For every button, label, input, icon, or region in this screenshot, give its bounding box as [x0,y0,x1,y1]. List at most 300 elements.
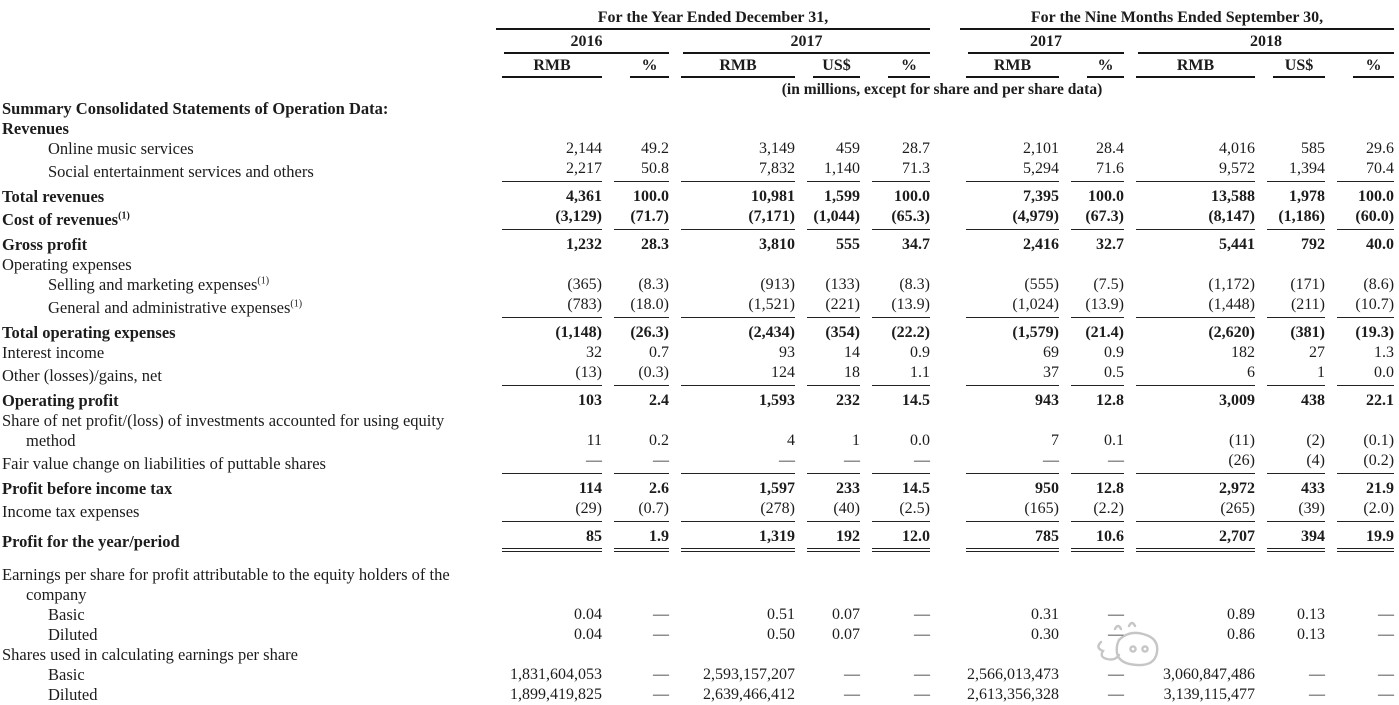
value-cell [860,665,930,685]
value-cell [795,207,860,230]
cell-value: (1,172) [1208,276,1255,293]
cell-value: 182 [1231,344,1255,361]
column-gap [930,207,954,230]
table-row [2,474,1394,499]
cell-value: 1 [852,432,860,449]
value-cell [669,665,795,685]
cell-value: (4,979) [966,207,1059,230]
cell-value: 49.2 [641,140,669,157]
value-cell [1255,207,1325,230]
footnote-marker: (1) [290,298,303,310]
cell-value: 2,593,157,207 [703,666,795,683]
cell-value: 2,613,356,328 [967,686,1059,703]
value-cell [795,119,860,139]
cell-value: — [1108,666,1124,683]
cell-value: (2) [1306,432,1325,449]
cell-value: 14.5 [902,480,930,497]
value-cell [795,411,860,451]
cell-value: — [1108,686,1124,703]
value-cell [490,685,602,705]
value-cell [1255,625,1325,645]
row-label: Social entertainment services and others [48,162,314,181]
value-cell [669,625,795,645]
value-cell [860,605,930,625]
value-cell [1059,182,1124,207]
value-cell [1124,522,1255,552]
cell-value: — [872,451,930,474]
value-cell [602,625,669,645]
value-cell [669,645,795,665]
value-cell [602,343,669,363]
value-cell [1325,522,1394,552]
cell-value: 1,593 [759,392,795,409]
column-gap [930,99,954,119]
value-cell [1059,255,1124,275]
value-cell [602,255,669,275]
period-group-nine-months [954,8,1394,30]
cell-value: 28.7 [902,140,930,157]
value-cell [1255,499,1325,522]
value-cell [490,451,602,474]
value-cell [1124,605,1255,625]
cell-value: — [844,686,860,703]
value-cell [669,343,795,363]
cell-value: 0.9 [910,344,930,361]
cell-value: 29.6 [1366,140,1395,157]
value-cell [1325,625,1394,645]
cell-value: (8.6) [1363,276,1395,293]
cell-value: (1,148) [555,324,602,341]
cell-value: 7,395 [1023,188,1059,205]
value-cell [860,207,930,230]
column-gap [930,645,954,665]
value-cell [1124,625,1255,645]
cell-value: 5,294 [966,159,1059,182]
financial-statements-table [2,8,1394,705]
cell-value: 2,144 [566,140,602,157]
value-cell [1124,451,1255,474]
value-cell [1124,552,1255,605]
year-row [2,30,1394,54]
column-gap [930,386,954,411]
value-cell [860,645,930,665]
cell-value: 28.3 [641,236,669,253]
cell-value: 585 [1301,140,1325,157]
cell-value: — [1071,451,1124,474]
value-cell [1124,499,1255,522]
value-cell [1325,182,1394,207]
row-label: Selling and marketing expenses$^{(1)}$ [48,275,270,294]
value-cell [1325,474,1394,499]
value-cell [1124,255,1255,275]
value-cell [602,99,669,119]
value-cell [490,139,602,159]
value-cell [602,499,669,522]
value-cell [669,363,795,386]
cell-value: 1,319 [681,527,795,552]
unit-header-cell [1325,54,1394,78]
value-cell [860,99,930,119]
cell-value: (278) [681,499,795,522]
value-cell [1255,685,1325,705]
table-row [2,159,1394,182]
cell-value: (8.3) [638,276,669,293]
cell-value: (2.0) [1337,499,1394,522]
unit-header-label: % [1353,56,1394,78]
value-cell [1059,159,1124,182]
unit-header-cell [954,54,1059,78]
value-cell [669,99,795,119]
value-cell [795,605,860,625]
cell-value: 6 [1136,363,1255,386]
value-cell [1124,318,1255,343]
value-cell [954,665,1059,685]
header-spacer [2,54,490,78]
row-label: Profit for the year/period [2,532,180,551]
value-cell [602,159,669,182]
cell-value: — [1378,626,1395,643]
footnote-marker: (1) [257,275,270,287]
value-cell [795,386,860,411]
table-row [2,605,1394,625]
cell-value: (1,448) [1136,295,1255,318]
value-cell [954,363,1059,386]
value-cell [860,499,930,522]
value-cell [954,685,1059,705]
cell-value: 4,361 [566,188,602,205]
cell-value: (60.0) [1337,207,1394,230]
row-label: Profit before income tax [2,479,173,498]
cell-value: 124 [681,363,795,386]
cell-value: 192 [807,527,860,552]
column-gap [930,522,954,552]
table-body [2,99,1394,705]
cell-value: 100.0 [633,188,669,205]
value-cell [669,207,795,230]
value-cell [954,343,1059,363]
cell-value: 555 [836,236,860,253]
cell-value: (67.3) [1071,207,1124,230]
cell-value: 14.5 [902,392,930,409]
value-cell [1124,159,1255,182]
cell-value: 0.04 [574,626,602,643]
cell-value: 18 [807,363,860,386]
value-cell [795,275,860,295]
value-cell [669,295,795,318]
cell-value: 7 [1051,432,1059,449]
header-spacer [2,78,490,99]
cell-value: 0.50 [767,626,795,643]
cell-value: 0.07 [832,626,860,643]
cell-value: (1,186) [1267,207,1325,230]
value-cell [490,182,602,207]
cell-value: 70.4 [1337,159,1394,182]
value-cell [669,119,795,139]
value-cell [669,386,795,411]
row-label: Revenues [2,119,69,138]
cell-value: 3,149 [759,140,795,157]
value-cell [1059,665,1124,685]
year-2017: 2017 [669,30,930,54]
cell-value: — [653,666,669,683]
cell-value: 69 [1043,344,1059,361]
cell-value: 14 [844,344,860,361]
cell-value: 32.7 [1096,236,1124,253]
value-cell [602,411,669,451]
value-cell [1255,451,1325,474]
value-cell [860,552,930,605]
column-gap [930,605,954,625]
unit-header-cell [1059,54,1124,78]
cell-value: (29) [502,499,602,522]
value-cell [1059,230,1124,255]
cell-value: 4 [787,432,795,449]
cell-value: (555) [1024,276,1059,293]
cell-value: (783) [502,295,602,318]
value-cell [795,255,860,275]
row-label: Total revenues [2,187,105,206]
value-cell [954,139,1059,159]
column-gap [930,665,954,685]
column-gap [930,625,954,645]
column-gap [930,295,954,318]
value-cell [1325,139,1394,159]
cell-value: (65.3) [872,207,930,230]
value-cell [669,685,795,705]
cell-value: (26) [1136,451,1255,474]
value-cell [669,275,795,295]
column-gap [930,182,954,207]
value-cell [1255,275,1325,295]
cell-value: 0.2 [649,432,669,449]
table-row [2,522,1394,552]
cell-value: (1,044) [807,207,860,230]
value-cell [795,139,860,159]
cell-value: 950 [1035,480,1059,497]
value-cell [1059,499,1124,522]
value-cell [490,230,602,255]
value-cell [490,605,602,625]
value-cell [490,474,602,499]
value-cell [669,182,795,207]
row-label: Basic [48,605,85,624]
value-cell [1124,685,1255,705]
cell-value: (4) [1267,451,1325,474]
value-cell [669,411,795,451]
cell-value: 0.86 [1227,626,1255,643]
value-cell [795,685,860,705]
value-cell [490,343,602,363]
unit-header-label: % [630,56,669,78]
cell-value: — [1378,606,1395,623]
value-cell [1059,275,1124,295]
cell-value: 1,599 [824,188,860,205]
value-cell [669,159,795,182]
cell-value: (40) [807,499,860,522]
value-cell [1325,119,1394,139]
column-gap [930,552,954,605]
cell-value: 2,416 [1023,236,1059,253]
value-cell [602,119,669,139]
value-cell [1325,295,1394,318]
cell-value: — [653,626,669,643]
value-cell [669,139,795,159]
cell-value: 93 [779,344,795,361]
row-label-continuation: method [26,431,76,450]
unit-header-label: RMB [681,56,795,78]
value-cell [669,522,795,552]
value-cell [602,522,669,552]
cell-value: — [844,666,860,683]
cell-value: 40.0 [1366,236,1395,253]
cell-value: 11 [586,432,602,449]
row-label: Summary Consolidated Statements of Operation Data: [2,99,389,118]
value-cell [1124,119,1255,139]
cell-value: 0.0 [1337,363,1394,386]
unit-header-cell [602,54,669,78]
value-cell [602,139,669,159]
unit-header-label: RMB [966,56,1059,78]
unit-header-label: RMB [502,56,602,78]
cell-value: — [1309,686,1325,703]
cell-value: 0.7 [649,344,669,361]
cell-value: 22.1 [1366,392,1395,409]
value-cell [954,522,1059,552]
cell-value: 1,831,604,053 [510,666,602,683]
value-cell [795,159,860,182]
value-cell [954,182,1059,207]
cell-value: 12.0 [872,527,930,552]
table-row [2,685,1394,705]
value-cell [860,522,930,552]
value-cell [1255,159,1325,182]
column-gap [930,318,954,343]
value-cell [954,99,1059,119]
cell-value: (13) [502,363,602,386]
value-cell [490,499,602,522]
value-cell [954,119,1059,139]
cell-value: 71.6 [1071,159,1124,182]
row-label: General and administrative expenses$^{(1)}$ [48,298,303,317]
cell-value: (10.7) [1337,295,1394,318]
table-row [2,295,1394,318]
cell-value: — [1378,666,1395,683]
cell-value: 9,572 [1136,159,1255,182]
row-label: Fair value change on liabilities of puttable shares [2,454,326,473]
value-cell [602,605,669,625]
value-cell [602,645,669,665]
value-cell [1124,207,1255,230]
cell-value: (211) [1267,295,1325,318]
cell-value: 0.31 [1031,606,1059,623]
value-cell [1124,139,1255,159]
value-cell [795,182,860,207]
column-gap [930,275,954,295]
value-cell [860,275,930,295]
cell-value: 71.3 [872,159,930,182]
cell-value: 0.0 [910,432,930,449]
row-label: Earnings per share for profit attributable to the equity holders of the company [2,565,450,604]
value-cell [1124,411,1255,451]
value-cell [1059,386,1124,411]
value-cell [1059,295,1124,318]
cell-value: 12.8 [1096,480,1124,497]
cell-value: (354) [825,324,860,341]
value-cell [490,207,602,230]
cell-value: — [1108,626,1124,643]
column-gap [930,474,954,499]
value-cell [1124,295,1255,318]
value-cell [490,119,602,139]
cell-value: (221) [807,295,860,318]
cell-value: (2,620) [1208,324,1255,341]
value-cell [1124,230,1255,255]
currency-unit-row [2,54,1394,78]
cell-value: (21.4) [1085,324,1124,341]
unit-header-label: US$ [1273,56,1325,78]
unit-header-label: RMB [1136,56,1255,78]
cell-value: (8,147) [1136,207,1255,230]
value-cell [1124,645,1255,665]
cell-value: (26.3) [630,324,669,341]
value-cell [795,522,860,552]
cell-value: — [1378,686,1395,703]
row-label: Income tax expenses [2,502,140,521]
column-gap [930,30,954,54]
table-row [2,230,1394,255]
cell-value: (7,171) [681,207,795,230]
value-cell [795,552,860,605]
cell-value: 1.1 [872,363,930,386]
value-cell [602,318,669,343]
value-cell [795,499,860,522]
value-cell [1325,665,1394,685]
cell-value: 28.4 [1096,140,1124,157]
cell-value: 3,810 [759,236,795,253]
value-cell [1124,182,1255,207]
cell-value: 1.9 [614,527,669,552]
cell-value: (13.9) [872,295,930,318]
cell-value: 114 [578,480,602,497]
value-cell [602,552,669,605]
cell-value: 2,566,013,473 [967,666,1059,683]
value-cell [602,474,669,499]
row-label: Operating expenses [2,255,132,274]
column-gap [930,255,954,275]
value-cell [1255,255,1325,275]
cell-value: (13.9) [1071,295,1124,318]
value-cell [1255,343,1325,363]
value-cell [1255,318,1325,343]
value-cell [602,230,669,255]
value-cell [1255,182,1325,207]
column-gap [930,8,954,30]
value-cell [602,451,669,474]
table-row [2,451,1394,474]
value-cell [954,474,1059,499]
cell-value: (3,129) [502,207,602,230]
value-cell [954,605,1059,625]
cell-value: 12.8 [1096,392,1124,409]
cell-value: 0.13 [1297,606,1325,623]
value-cell [1124,343,1255,363]
table-row [2,665,1394,685]
value-cell [1325,255,1394,275]
value-cell [602,207,669,230]
value-cell [1255,605,1325,625]
table-row [2,411,1394,451]
column-gap [930,499,954,522]
